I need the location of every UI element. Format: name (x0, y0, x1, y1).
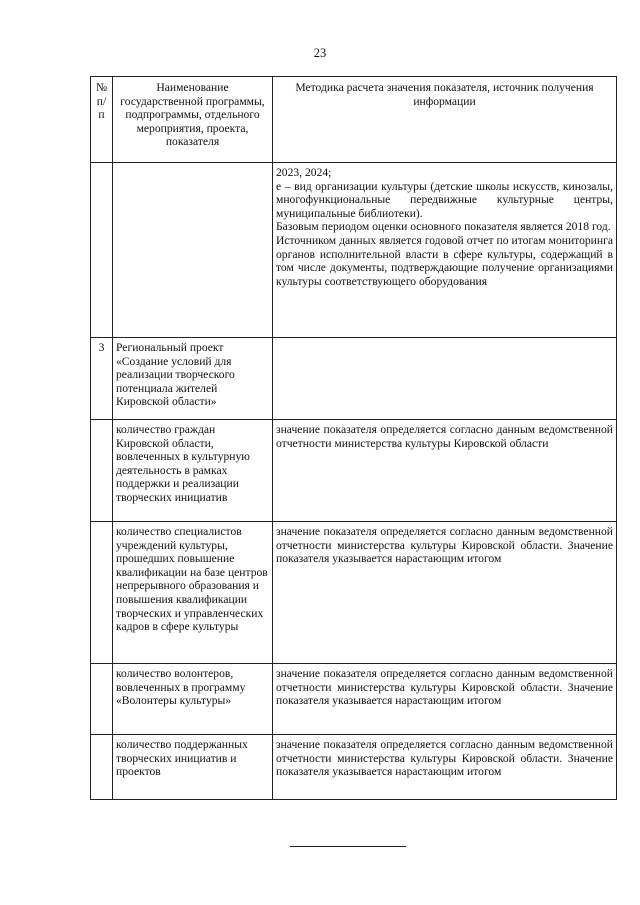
table-row (91, 163, 617, 338)
method-paragraph: значение показателя определяется согласно данным ведомственной отчетности министерства культуры Кировской области (276, 423, 613, 450)
header-name: Наименование государственной программы, подпрограммы, отдельного мероприятия, проекта, показателя (113, 77, 273, 163)
table-row (91, 664, 617, 735)
row-method (273, 522, 617, 664)
row-name: количество волонтеров, вовлеченных в программу «Волонтеры культуры» (113, 664, 273, 735)
row-name: количество специалистов учреждений культуры, прошедших повышение квалификации на базе центров непрерывного образования и повышения квалификации творческих и управленческих кадров в сфере культуры (113, 522, 273, 664)
row-method (273, 420, 617, 522)
header-num: № п/п (91, 77, 113, 163)
table-header-row (91, 77, 617, 163)
method-paragraph: e – вид организации культуры (детские школы искусств, кинозалы, многофункциональные передвижные культурные центры, муниципальные библиотеки). (276, 179, 613, 220)
row-name (113, 163, 273, 338)
row-method (273, 735, 617, 800)
row-name: Региональный проект «Создание условий для реализации творческого потенциала жителей Кировской области» (113, 338, 273, 420)
row-num (91, 163, 113, 338)
row-num (91, 664, 113, 735)
row-method (273, 163, 617, 338)
method-paragraph: значение показателя определяется согласно данным ведомственной отчетности министерства культуры Кировской области. Значение показателя указывается нарастающим итогом (276, 525, 613, 566)
page-number: 23 (313, 46, 327, 60)
table-row (91, 338, 617, 420)
method-paragraph: Базовым периодом оценки основного показателя является 2018 год. (276, 220, 611, 234)
closing-rule (290, 846, 406, 847)
method-paragraph: значение показателя определяется согласно данным ведомственной отчетности министерства культуры Кировской области. Значение показателя указывается нарастающим итогом (276, 667, 613, 708)
row-num (91, 735, 113, 800)
table-row (91, 420, 617, 522)
indicator-table (90, 76, 617, 800)
row-num: 3 (91, 338, 113, 420)
row-method (273, 664, 617, 735)
row-method (273, 338, 617, 420)
header-method: Методика расчета значения показателя, источник получения информации (273, 77, 617, 163)
table-row (91, 522, 617, 664)
table-row (91, 735, 617, 800)
method-paragraph: значение показателя определяется согласно данным ведомственной отчетности министерства культуры Кировской области. Значение показателя указывается нарастающим итогом (276, 738, 613, 779)
row-name: количество поддержанных творческих инициатив и проектов (113, 735, 273, 800)
method-paragraph: 2023, 2024; (276, 166, 332, 179)
row-num (91, 420, 113, 522)
method-paragraph: Источником данных является годовой отчет по итогам мониторинга органов исполнительной власти в сфере культуры, содержащий в том числе документы, подтверждающие получение организациями культуры соответствующего оборудования (276, 233, 613, 288)
row-name: количество граждан Кировской области, вовлеченных в культурную деятельность в рамках поддержки и реализации творческих инициатив (113, 420, 273, 522)
row-num (91, 522, 113, 664)
